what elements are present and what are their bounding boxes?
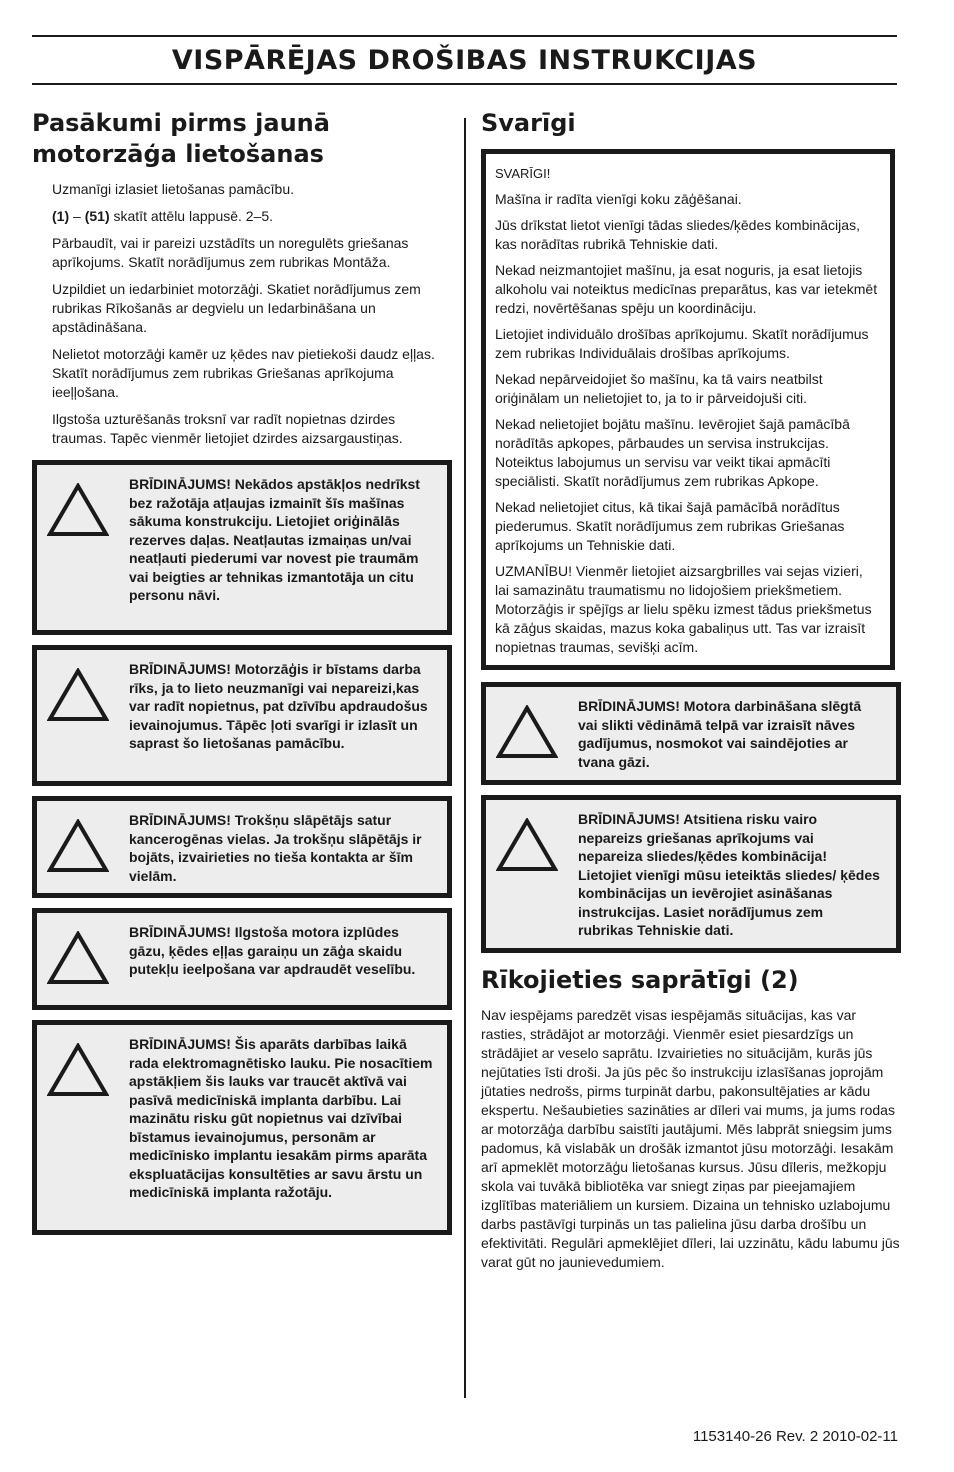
section-heading-important: Svarīgi — [481, 109, 576, 137]
ref-rest: skatīt attēlu lappusē. 2–5. — [109, 208, 274, 224]
document-code: 1153140-26 Rev. 2 2010-02-11 — [692, 1428, 898, 1445]
warning-triangle-icon — [496, 810, 558, 938]
notice-paragraph: UZMANĪBU! Vienmēr lietojiet aizsargbrilles vai sejas vizieri, lai samazinātu traumatismu no lidojošiem priekšmetiem. Motorzāģis ir spējīgs ar lielu spēku izmest tādus priekšmetus kā zāģus skaidas, mazus koka gabaliņus utt. Tas var izraisīt nopietnas traumas, sevišķi acīm. — [495, 563, 872, 655]
paragraph-fuel-start: Uzpildiet un iedarbiniet motorzāģi. Skatiet norādījumus zem rubrikas Rīkošanās ar degvielu un Iedarbināšana un apstādināšana. — [52, 281, 421, 335]
paragraph-chain-oil: Nelietot motorzāģi kamēr uz ķēdes nav pietiekoši daudz eļļas. Skatīt norādījumus zem rubrikas Griešanas aprīkojuma ieeļļošana. — [52, 346, 435, 400]
section-heading-act-sensibly: Rīkojieties saprātīgi (2) — [481, 966, 799, 994]
act-sensibly-paragraph: Nav iespējams paredzēt visas iespējamās situācijas, kas var rasties, strādājot ar motorzāģi. Vienmēr esiet piesardzīgs un strādājiet ar veselo saprātu. Izvairieties no situācijām, kurās jūs nejūtaties īsti droši. Ja jūs pēc šo instrukciju izlasīšanas joprojām jūtaties nedrošs, pirms turpināt darbu, pakonsultējaties ar kādu ekspertu. Nešaubieties sazināties ar dīleri vai mums, ja jums rodas ar motorzāģa darbību saistīti jautājumi. Mēs labprāt sniegsim jums padomus, kā vislabāk un drošāk izmantot jūsu motorzāģi. Iesakām arī apmeklēt motorzāģu lietošanas kursus. Jūsu dīleris, mežkopju skola vai tuvākā bibliotēka var sniegt ziņas par pieejamajiem izglītības materiāliem un kursiem. Dizaina un tehnisko uzlabojumu darbs pastāvīgi turpinās un tas palielina jūsu darba drošību un efektivitāti. Regulāri apmeklējiet dīleri, lai uzzinātu, kādu labumu jūs varat gūt no jaunievedumiem. — [481, 1007, 900, 1270]
warning-triangle-icon — [47, 811, 109, 883]
notice-paragraph: Nekad nelietojiet bojātu mašīnu. Ievērojiet šajā pamācībā norādītās apkopes, pārbaudes un servisa instrukcijas. Noteiktus labojumus un servisu var veikt tikai apmācīti speciālisti. Skatīt norādījumus zem rubrikas Apkope. — [495, 416, 850, 489]
warning-text: BRĪDINĀJUMS! Motorzāģis ir bīstams darba rīks, ja to lieto neuzmanīgi vai nepareizi,kas var radīt nopietnus, pat dzīvību apdraudošus ievainojumus. Tāpēc ļoti svarīgi ir izlasīt un saprast šo lietošanas pamācību. — [129, 661, 428, 751]
warning-triangle-icon — [47, 660, 109, 771]
important-notice-box — [481, 149, 895, 670]
warning-text: BRĪDINĀJUMS! Nekādos apstākļos nedrīkst bez ražotāja atļaujas izmainīt šīs mašīnas sākuma konstrukciju. Lietojiet oriģinālās rezerves daļas. Neatļautas izmaiņas un/vai neatļauti piederumi var novest pie traumām vai beigties ar tehnikas izmantotāja un citu personu nāvi. — [129, 476, 420, 603]
paragraph-check-equipment: Pārbaudīt, vai ir pareizi uzstādīts un noregulēts griešanas aprīkojums. Skatīt norādījumus zem rubrikas Montāža. — [52, 235, 409, 270]
page-title-bar — [32, 35, 897, 85]
notice-paragraph: Jūs drīkstat lietot vienīgi tādas sliedes/ķēdes kombinācijas, kas norādītas rubrikā Tehniskie dati. — [495, 217, 860, 252]
paragraph-hearing: Ilgstoša uzturēšanās troksnī var radīt nopietnas dzirdes traumas. Tapēc vienmēr lietojiet dzirdes aizsargaustiņas. — [52, 411, 403, 446]
notice-paragraph: Nekad neizmantojiet mašīnu, ja esat noguris, ja esat lietojis alkoholu vai noteiktus medicīnas preparātus, kas var ietekmēt redzi, novērtēšanas spēju un koordināciju. — [495, 262, 878, 316]
warning-box — [32, 796, 452, 898]
warning-text: BRĪDINĀJUMS! Atsitiena risku vairo nepareizs griešanas aprīkojums vai nepareiza sliedes/ķēdes kombinācija! Lietojiet vienīgi mūsu ieteiktās sliedes/ ķēdes kombinācijas un ievērojiet asināšanas instrukcijas. Lasiet norādījumus zem rubrikas Tehniskie dati. — [578, 811, 880, 938]
warning-text: BRĪDINĀJUMS! Motora darbināšana slēgtā vai slikti vēdināmā telpā var izraisīt nāves gadījumus, nosmokot vai saindējoties ar tvana gāzi. — [578, 698, 862, 770]
page-title: VISPĀRĒJAS DROŠIBAS INSTRUKCIJAS — [171, 44, 758, 76]
ref-end: (51) — [84, 208, 110, 224]
intro-paragraph: Uzmanīgi izlasiet lietošanas pamācību. — [52, 181, 295, 197]
warning-box — [32, 1020, 452, 1235]
warning-text: BRĪDINĀJUMS! Ilgstoša motora izplūdes gāzu, ķēdes eļļas garaiņu un zāģa skaidu putekļu ieelpošana var apdraudēt veselību. — [129, 924, 416, 977]
right-column — [481, 108, 901, 1280]
warning-triangle-icon — [496, 697, 558, 770]
warning-box — [481, 682, 901, 785]
warning-box — [32, 908, 452, 1010]
notice-label: SVARĪGI! — [495, 166, 551, 181]
notice-paragraph: Lietojiet individuālo drošības aprīkojumu. Skatīt norādījumus zem rubrikas Individuālais drošības aprīkojums. — [495, 326, 869, 361]
warning-triangle-icon — [47, 923, 109, 995]
notice-paragraph: Mašīna ir radīta vienīgi koku zāģēšanai. — [495, 191, 742, 207]
warning-triangle-icon — [47, 475, 109, 620]
section-heading-before-use: Pasākumi pirms jaunā motorzāģa lietošanas — [32, 109, 330, 168]
figure-reference — [32, 207, 452, 226]
column-divider — [464, 118, 466, 1398]
warning-box — [481, 795, 901, 953]
warning-box — [32, 645, 452, 786]
warning-text: BRĪDINĀJUMS! Šis aparāts darbības laikā rada elektromagnētisko lauku. Pie nosacītiem apstākļiem šis lauks var traucēt aktīvā vai pasīvā medicīniskā implanta darbību. Lai mazinātu risku gūt nopietnus vai dzīvībai bīstamus ievainojumus, personām ar medicīnisko implantu iesakām pirms aparāta ekspluatācijas konsultēties ar savu ārstu un medicīniskā implanta ražotāju. — [129, 1036, 433, 1200]
notice-paragraph: Nekad nepārveidojiet šo mašīnu, ka tā vairs neatbilst oriģinālam un nelietojiet to, ja to ir pārveidojuši citi. — [495, 371, 823, 406]
warning-triangle-icon — [47, 1035, 109, 1220]
ref-start: (1) — [52, 208, 70, 224]
notice-paragraph: Nekad nelietojiet citus, kā tikai šajā pamācībā norādītus piederumus. Skatīt norādījumus zem rubrikas Griešanas aprīkojums un Tehniskie dati. — [495, 499, 845, 553]
left-column — [32, 108, 452, 1235]
warning-text: BRĪDINĀJUMS! Trokšņu slāpētājs satur kancerogēnas vielas. Ja trokšņu slāpētājs ir bojāts, izvairieties no tieša kontakta ar šīm vielām. — [129, 812, 422, 884]
warning-box — [32, 460, 452, 635]
ref-dash: – — [69, 208, 85, 224]
